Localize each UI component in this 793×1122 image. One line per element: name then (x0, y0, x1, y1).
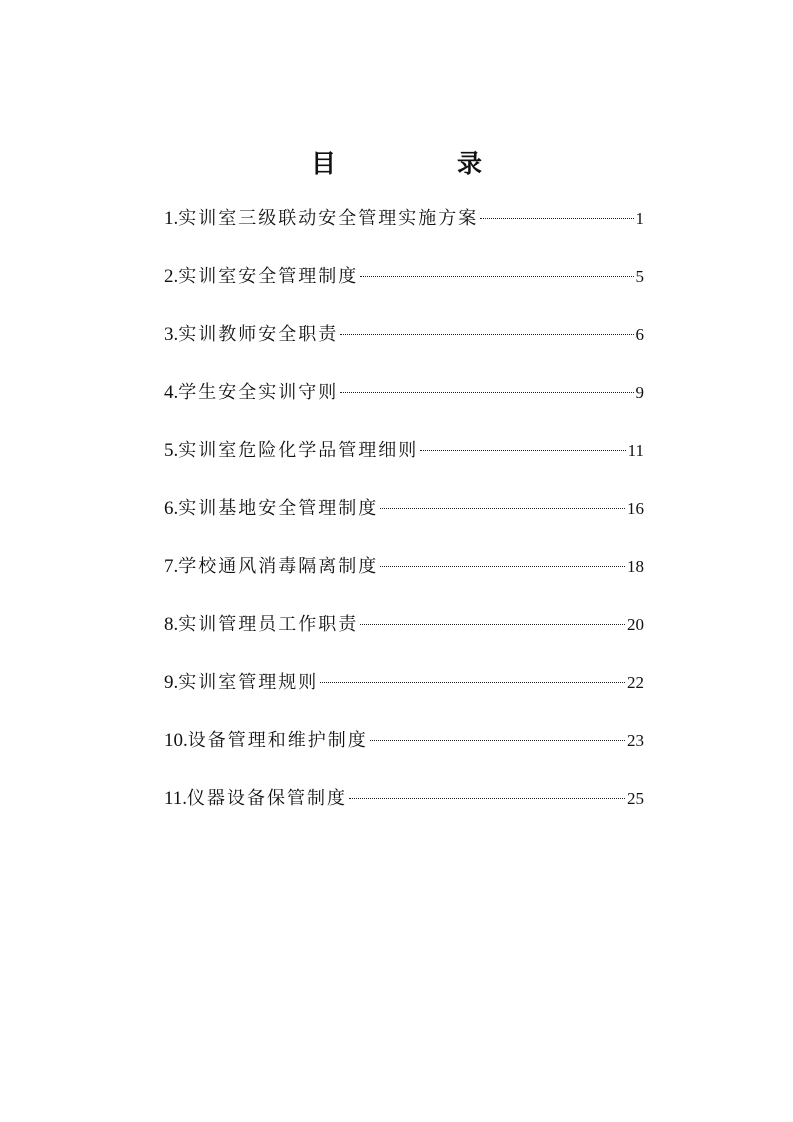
toc-entry-title: 学生安全实训守则 (178, 382, 339, 403)
toc-dot-leader (480, 218, 633, 219)
toc-entry-page: 18 (627, 557, 644, 576)
toc-dot-leader (340, 392, 633, 393)
toc-entry[interactable] (164, 667, 644, 725)
toc-entry-title: 实训管理员工作职责 (178, 614, 359, 635)
toc-dot-leader (370, 740, 625, 741)
toc-entry-page: 16 (627, 499, 644, 518)
toc-entry-title: 学校通风消毒隔离制度 (178, 556, 379, 577)
toc-entry-page: 11 (627, 441, 644, 460)
toc-title: 目 录 (310, 149, 530, 178)
toc-entry-number: 9. (164, 672, 179, 693)
toc-entry-page: 25 (627, 789, 644, 808)
toc-entry-number: 6. (164, 498, 179, 519)
toc-entry[interactable] (164, 377, 644, 435)
toc-entry[interactable] (164, 609, 644, 667)
toc-entry-title: 实训室安全管理制度 (178, 266, 359, 287)
toc-entry[interactable] (164, 551, 644, 609)
toc-dot-leader (360, 276, 633, 277)
toc-dot-leader (340, 334, 633, 335)
toc-entry-number: 11. (164, 788, 188, 809)
toc-entry-number: 4. (164, 382, 179, 403)
toc-entry[interactable] (164, 261, 644, 319)
toc-dot-leader (420, 450, 625, 451)
toc-entry[interactable] (164, 203, 644, 261)
toc-entry-page: 22 (627, 673, 644, 692)
toc-entry-page: 23 (627, 731, 644, 750)
toc-dot-leader (320, 682, 625, 683)
toc-entry-title: 实训室危险化学品管理细则 (178, 440, 419, 461)
toc-dot-leader (380, 508, 625, 509)
toc-dot-leader (349, 798, 625, 799)
toc-entry-page: 1 (635, 209, 644, 228)
toc-entry-title: 实训教师安全职责 (178, 324, 339, 345)
toc-entry-title: 实训基地安全管理制度 (178, 498, 379, 519)
toc-entry-title: 实训室管理规则 (178, 672, 319, 693)
toc-entry[interactable] (164, 725, 644, 783)
toc-entry-page: 6 (635, 325, 644, 344)
toc-entry-number: 2. (164, 266, 179, 287)
toc-entry[interactable] (164, 319, 644, 377)
toc-entry-number: 5. (164, 440, 179, 461)
toc-entry[interactable] (164, 435, 644, 493)
toc-entry-number: 8. (164, 614, 179, 635)
toc-list (164, 203, 644, 841)
toc-entry[interactable] (164, 783, 644, 841)
toc-entry-page: 20 (627, 615, 644, 634)
toc-entry-title: 设备管理和维护制度 (187, 730, 368, 751)
toc-entry-number: 10. (164, 730, 188, 751)
toc-entry-title: 仪器设备保管制度 (187, 788, 348, 809)
toc-entry-number: 3. (164, 324, 179, 345)
toc-entry-title: 实训室三级联动安全管理实施方案 (178, 208, 479, 229)
toc-entry-number: 7. (164, 556, 179, 577)
toc-entry-page: 5 (635, 267, 644, 286)
toc-entry[interactable] (164, 493, 644, 551)
toc-dot-leader (380, 566, 625, 567)
toc-entry-number: 1. (164, 208, 179, 229)
toc-dot-leader (360, 624, 625, 625)
toc-entry-page: 9 (635, 383, 644, 402)
